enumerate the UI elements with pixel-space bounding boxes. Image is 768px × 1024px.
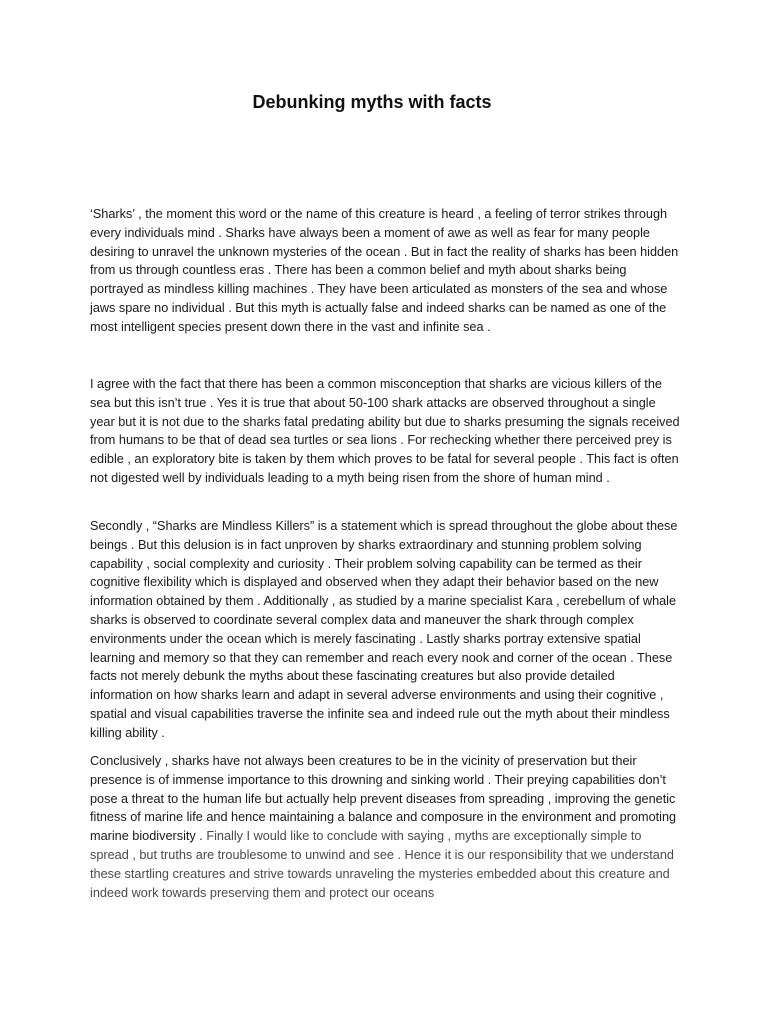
paragraph-introduction: ‘Sharks’ , the moment this word or the name of this creature is heard , a feeling of terror strikes through every individuals mind . Sharks have always been a moment of awe as well as fear for many people desiring to unravel the unknown mysteries of the ocean . But in fact the reality of sharks has been hidden from us through countless eras . There has been a common belief and myth about sharks being portrayed as mindless killing machines . They have been articulated as monsters of the sea and whose jaws spare no individual . But this myth is actually false and indeed sharks can be named as one of the most intelligent species present down there in the vast and infinite sea .: [90, 207, 679, 334]
conclusion-closing-text: Finally I would like to conclude with saying , myths are exceptionally simple to spread , but truths are troublesome to unwind and see . Hence it is our responsibility that we understand these startling creatures and strive towards unraveling the mysteries embedded about this creature and indeed work towards preserving them and protect our oceans: [90, 829, 674, 900]
conclusion-main-text: Conclusively , sharks have not always been creatures to be in the vicinity of preservation but their presence is of immense importance to this drowning and sinking world . Their preying capabilities don’t pose a threat to the human life but actually help prevent diseases from spreading , improving the genetic fitness of marine life and hence maintaining a balance and composure in the environment and promoting marine biodiversity .: [90, 754, 677, 844]
paragraph-mindless-killers: Secondly , “Sharks are Mindless Killers” is a statement which is spread throughout the globe about these beings . But this delusion is in fact unproven by sharks extraordinary and stunning problem solving capability , social complexity and curiosity . Their problem solving capability can be termed as their cognitive flexibility which is displayed and observed when they adapt their behavior based on the new information obtained by them . Additionally , as studied by a marine specialist Kara , cerebellum of whale sharks is observed to coordinate several complex data and maneuver the shark through complex environments under the ocean which is merely fascinating . Lastly sharks portray extensive spatial learning and memory so that they can remember and reach every nook and corner of the ocean . These facts not merely debunk the myths about these fascinating creatures but also provide detailed information on how sharks learn and adapt in several adverse environments and using their cognitive , spatial and visual capabilities traverse the infinite sea and indeed rule out the myth about their mindless killing ability .: [90, 519, 678, 740]
document-title: Debunking myths with facts: [252, 92, 492, 112]
paragraph-misconception: I agree with the fact that there has been a common misconception that sharks are vicious killers of the sea but this isn’t true . Yes it is true that about 50-100 shark attacks are observed throughout a single year but it is not due to the sharks fatal predating ability but due to sharks presuming the signals received from humans to be that of dead sea turtles or sea lions . For rechecking whether there perceived prey is edible , an exploratory bite is taken by them which proves to be fatal for several people . This fact is often not digested well by individuals leading to a myth being risen from the shore of human mind .: [90, 377, 680, 485]
paragraph-conclusion: [90, 752, 680, 902]
